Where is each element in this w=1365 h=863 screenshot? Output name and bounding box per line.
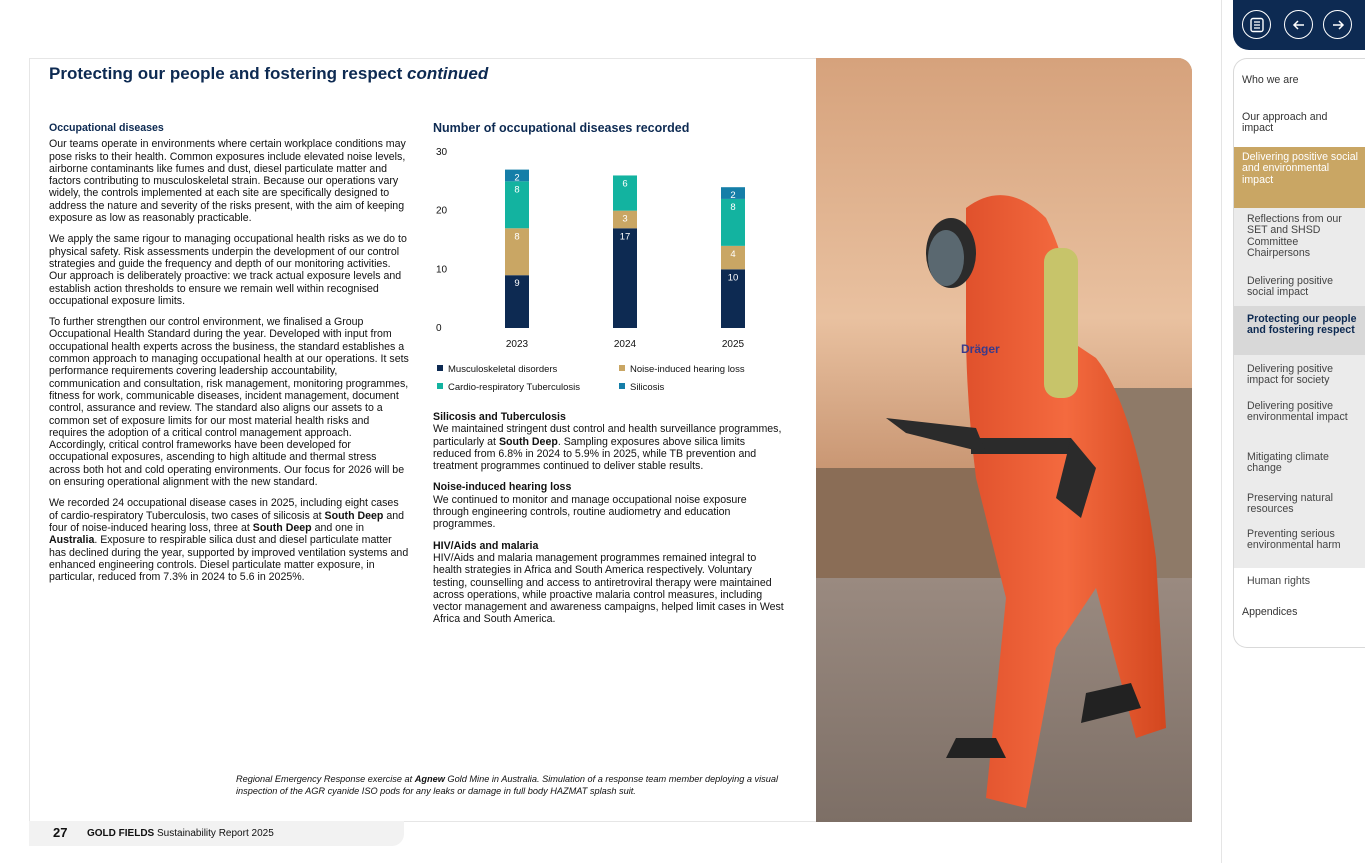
section-heading: Occupational diseases — [49, 122, 164, 134]
sidebar-item-impact-society[interactable]: Delivering positive impact for society — [1234, 355, 1365, 392]
legend-item-musculoskeletal: Musculoskeletal disorders — [437, 364, 557, 375]
sidebar-item-environmental-harm[interactable]: Preventing serious environmental harm — [1234, 525, 1365, 568]
sidebar-nav — [1233, 58, 1365, 648]
hazmat-illustration — [816, 58, 1192, 822]
data-label: 8 — [514, 184, 520, 196]
data-label: 6 — [622, 178, 628, 190]
sidebar-item-who-we-are[interactable]: Who we are — [1242, 74, 1299, 86]
data-label: 2 — [730, 190, 736, 202]
nav-controls — [1233, 0, 1365, 50]
back-button[interactable] — [1284, 10, 1313, 39]
data-label: 4 — [730, 248, 736, 260]
y-tick-label: 30 — [436, 147, 448, 158]
page-title: Protecting our people and fostering respect continued — [49, 64, 489, 83]
arrow-left-icon — [1291, 17, 1307, 33]
data-label: 10 — [727, 272, 739, 284]
legend-swatch — [437, 365, 443, 371]
right-column — [433, 411, 785, 635]
paragraph: To further strengthen our control environment, we finalised a Group Occupational Health Standard during the year. Developed with input from occupational health experts across the business, the standard establishes a common approach to managing occupational health at our operations. It sets performance requirements covering leadership accountability, communication and consultation, risk management, monitoring programmes, fitness for work, communicable diseases, incident management, document control, assurance and review. The standard also aligns our assets to a common set of exposure limits for our most material health risks and requires the adoption of a critical control management approach. Accordingly, critical control frameworks have been developed for occupational exposures, ascending to high altitude and thermal stress across both hot and cold operating environments. Our focus for 2026 will be on ensuring operational alignment with the new standard. — [49, 316, 409, 489]
legend-item-silicosis: Silicosis — [619, 382, 664, 393]
arrow-right-icon — [1330, 17, 1346, 33]
legend-item-noise: Noise-induced hearing loss — [619, 364, 745, 375]
paragraph: We apply the same rigour to managing occupational health risks as we do to physical safety. Risk assessments underpin the development of our control strategies and guide the frequency and depth of our monitoring activities. Our approach is deliberately proactive: we track actual exposure levels and establish action thresholds to ensure we remain well within recognised occupational exposure limits. — [49, 233, 407, 307]
stacked-bar-chart — [430, 142, 770, 357]
subheading: Silicosis and Tuberculosis — [433, 411, 566, 423]
contents-button[interactable] — [1242, 10, 1271, 39]
sidebar-item-appendices[interactable]: Appendices — [1242, 606, 1298, 618]
legend-item-tuberculosis: Cardio-respiratory Tuberculosis — [437, 382, 580, 393]
sidebar-item-climate[interactable]: Mitigating climate change — [1234, 444, 1365, 484]
paragraph: Our teams operate in environments where certain workplace conditions may pose risks to their health. Common exposures include elevated noise levels, airborne contaminants like fumes and dust, diesel particulate matter and factors contributing to musculoskeletal strain. Because our operations vary widely, the controls implemented at each site are specifically designed to address the nature and severity of the risks present, with the aim of keeping exposure as low as reasonably practicable. — [49, 138, 406, 225]
x-tick-label: 2024 — [613, 339, 637, 350]
legend-swatch — [437, 383, 443, 389]
sidebar-item-environmental-impact[interactable]: Delivering positive environmental impact — [1234, 392, 1365, 444]
sidebar-item-reflections[interactable]: Reflections from our SET and SHSD Committee Chairpersons — [1234, 208, 1365, 265]
sidebar-item-social-impact[interactable]: Delivering positive social impact — [1234, 265, 1365, 306]
x-tick-label: 2025 — [721, 339, 745, 350]
footer-report-title: GOLD FIELDS Sustainability Report 2025 — [87, 828, 274, 839]
divider-line — [1221, 0, 1222, 863]
page-number: 27 — [53, 825, 68, 840]
subheading: Noise-induced hearing loss — [433, 481, 572, 494]
suit-logo-text: Dräger — [961, 342, 1000, 356]
left-column — [49, 122, 409, 592]
data-label: 2 — [514, 172, 520, 184]
subheading: HIV/Aids and malaria — [433, 539, 539, 552]
y-tick-label: 0 — [436, 323, 442, 334]
sidebar-item-human-rights[interactable]: Human rights — [1247, 575, 1310, 587]
legend-swatch — [619, 383, 625, 389]
forward-button[interactable] — [1323, 10, 1352, 39]
y-tick-label: 20 — [436, 205, 448, 217]
sidebar-item-natural-resources[interactable]: Preserving natural resources — [1234, 484, 1365, 525]
paragraph: We maintained stringent dust control and health surveillance programmes, particularly at South Deep. Sampling exposures above silica limits reduced from 6.8% in 2024 to 5.9% in 2025, while TB prevention and treatment programmes continued to deliver stable results. — [433, 423, 782, 473]
sidebar-item-delivering-impact[interactable]: Delivering positive social and environmental impact — [1234, 147, 1365, 208]
sidebar-item-our-approach[interactable]: Our approach and impact — [1242, 111, 1328, 135]
list-icon — [1249, 17, 1265, 33]
hazmat-photo — [816, 58, 1192, 822]
data-label: 17 — [619, 231, 631, 243]
chart-title: Number of occupational diseases recorded — [433, 121, 690, 135]
data-label: 8 — [730, 201, 736, 213]
paragraph: HIV/Aids and malaria management programmes remained integral to health strategies in Africa and South America respectively. Voluntary testing, counselling and access to antiretroviral therapy were maintained across operations, while proactive malaria control measures, including vector management and awareness campaigns, helped limit cases in West Africa and South America. — [433, 551, 784, 626]
paragraph: We continued to monitor and manage occupational noise exposure through engineering controls, routine audiometry and education programmes. — [433, 493, 747, 531]
bar-segment — [613, 228, 637, 328]
y-tick-label: 10 — [436, 264, 448, 276]
data-label: 8 — [514, 231, 520, 243]
x-tick-label: 2023 — [505, 339, 529, 350]
paragraph: We recorded 24 occupational disease cases in 2025, including eight cases of cardio-respiratory Tuberculosis, two cases of silicosis at South Deep and four of noise-induced hearing loss, three at South Deep and one in Australia. Exposure to respirable silica dust and diesel particulate matter has declined during the year, supported by improved ventilation systems and enhanced engineering controls. Diesel particulate matter exposure, in particular, reduced from 7.3% in 2024 to 5.6 in 2025%. — [49, 497, 409, 584]
data-label: 9 — [514, 278, 520, 290]
page-footer — [29, 821, 404, 846]
sidebar-item-protecting-people[interactable]: Protecting our people and fostering respect — [1234, 306, 1365, 355]
data-label: 3 — [622, 213, 628, 225]
photo-caption: Regional Emergency Response exercise at Agnew Gold Mine in Australia. Simulation of a response team member deploying a visual inspection of the AGR cyanide ISO pods for any leaks or damage in full body HAZMAT splash suit. — [236, 774, 779, 796]
legend-swatch — [619, 365, 625, 371]
